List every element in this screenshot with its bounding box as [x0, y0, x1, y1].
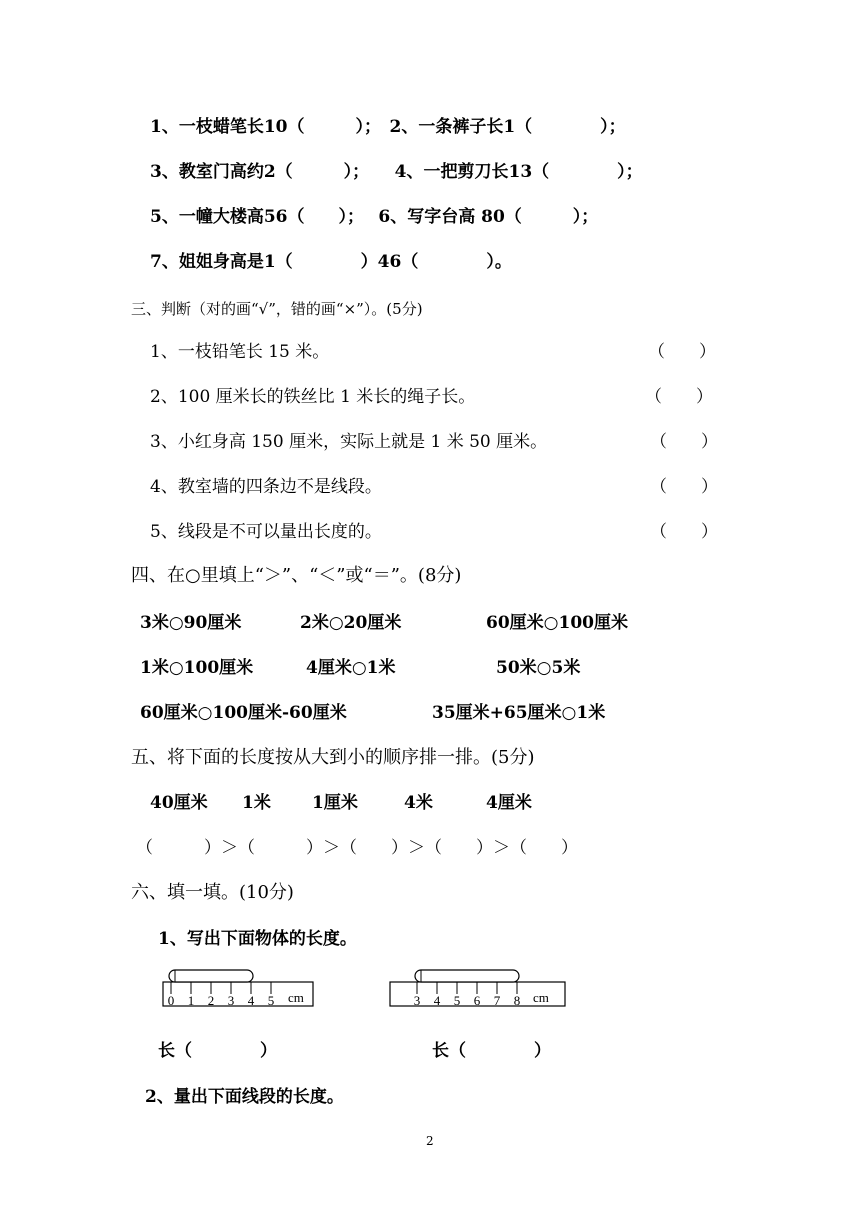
judge-item-5: 5、线段是不可以量出长度的。: [150, 522, 382, 542]
judge-heading: 三、判断（对的画“√”，错的画“×”）。(5分): [131, 300, 423, 318]
compare-r1-c3: 60厘米○100厘米: [486, 613, 628, 633]
ruler-2-unit: cm: [533, 990, 549, 1005]
order-item-3: 1厘米: [312, 793, 358, 813]
q2-line-2: 3、教室门高约2（ ）； 4、一把剪刀长13（ ）；: [150, 162, 643, 182]
page-number: 2: [426, 1134, 434, 1148]
judge-blank-1: （ ）: [648, 342, 716, 362]
ruler-1-unit: cm: [288, 990, 304, 1005]
compare-r2-c3: 50米○5米: [496, 658, 581, 678]
ruler-2: [390, 970, 565, 1008]
ruler-2-tick-label-7: 7: [493, 993, 501, 1008]
ruler-2-tick-label-4: 4: [433, 993, 441, 1008]
compare-r3-c1: 60厘米○100厘米-60厘米: [140, 703, 347, 723]
ruler-2-tick-label-3: 3: [413, 993, 421, 1008]
judge-blank-2: （ ）: [645, 387, 713, 407]
answer-2: 长（ ）: [432, 1041, 551, 1061]
fill-q1: 1、写出下面物体的长度。: [158, 929, 357, 949]
judge-blank-5: （ ）: [650, 522, 718, 542]
ruler-1-tick-label-0: 0: [167, 993, 175, 1008]
compare-r2-c1: 1米○100厘米: [140, 658, 254, 678]
q2-line-4: 7、姐姐身高是1（ ）46（ ）。: [150, 252, 512, 272]
judge-item-3: 3、小红身高 150 厘米，实际上就是 1 米 50 厘米。: [150, 432, 548, 452]
ruler-1-tick-label-5: 5: [267, 993, 275, 1008]
ruler-1-tick-label-1: 1: [187, 993, 195, 1008]
ruler-2-tick-label-8: 8: [513, 993, 521, 1008]
judge-item-1: 1、一枝铅笔长 15 米。: [150, 342, 330, 362]
order-heading: 五、将下面的长度按从大到小的顺序排一排。(5分): [131, 747, 535, 768]
order-blanks: （ ）＞（ ）＞（ ）＞（ ）＞（ ）: [136, 838, 578, 858]
ruler-1: [163, 970, 313, 1008]
judge-blank-4: （ ）: [650, 477, 718, 497]
ruler-2-tick-label-6: 6: [473, 993, 481, 1008]
fill-heading: 六、填一填。(10分): [131, 882, 294, 903]
fill-q2: 2、量出下面线段的长度。: [145, 1087, 344, 1107]
ruler-1-tick-label-4: 4: [247, 993, 255, 1008]
judge-blank-3: （ ）: [650, 432, 718, 452]
compare-heading: 四、在○里填上“＞”、“＜”或“＝”。(8分): [131, 565, 462, 586]
ruler-1-tick-label-3: 3: [227, 993, 235, 1008]
q2-line-3: 5、一幢大楼高56（ ）； 6、写字台高 80（ ）；: [150, 207, 599, 227]
compare-r3-c2: 35厘米+65厘米○1米: [432, 703, 606, 723]
ruler-1-object: [169, 970, 253, 982]
compare-r1-c2: 2米○20厘米: [300, 613, 402, 633]
compare-r2-c2: 4厘米○1米: [306, 658, 396, 678]
order-item-1: 40厘米: [150, 793, 208, 813]
order-item-5: 4厘米: [486, 793, 532, 813]
order-item-4: 4米: [404, 793, 433, 813]
judge-item-4: 4、教室墙的四条边不是线段。: [150, 477, 382, 497]
ruler-2-object: [415, 970, 519, 982]
judge-item-2: 2、100 厘米长的铁丝比 1 米长的绳子长。: [150, 387, 476, 407]
ruler-2-tick-label-5: 5: [453, 993, 461, 1008]
q2-line-1: 1、一枝蜡笔长10（ ）； 2、一条裤子长1（ ）；: [150, 117, 626, 137]
ruler-1-tick-label-2: 2: [207, 993, 215, 1008]
order-item-2: 1米: [242, 793, 271, 813]
answer-1: 长（ ）: [158, 1041, 277, 1061]
compare-r1-c1: 3米○90厘米: [140, 613, 242, 633]
